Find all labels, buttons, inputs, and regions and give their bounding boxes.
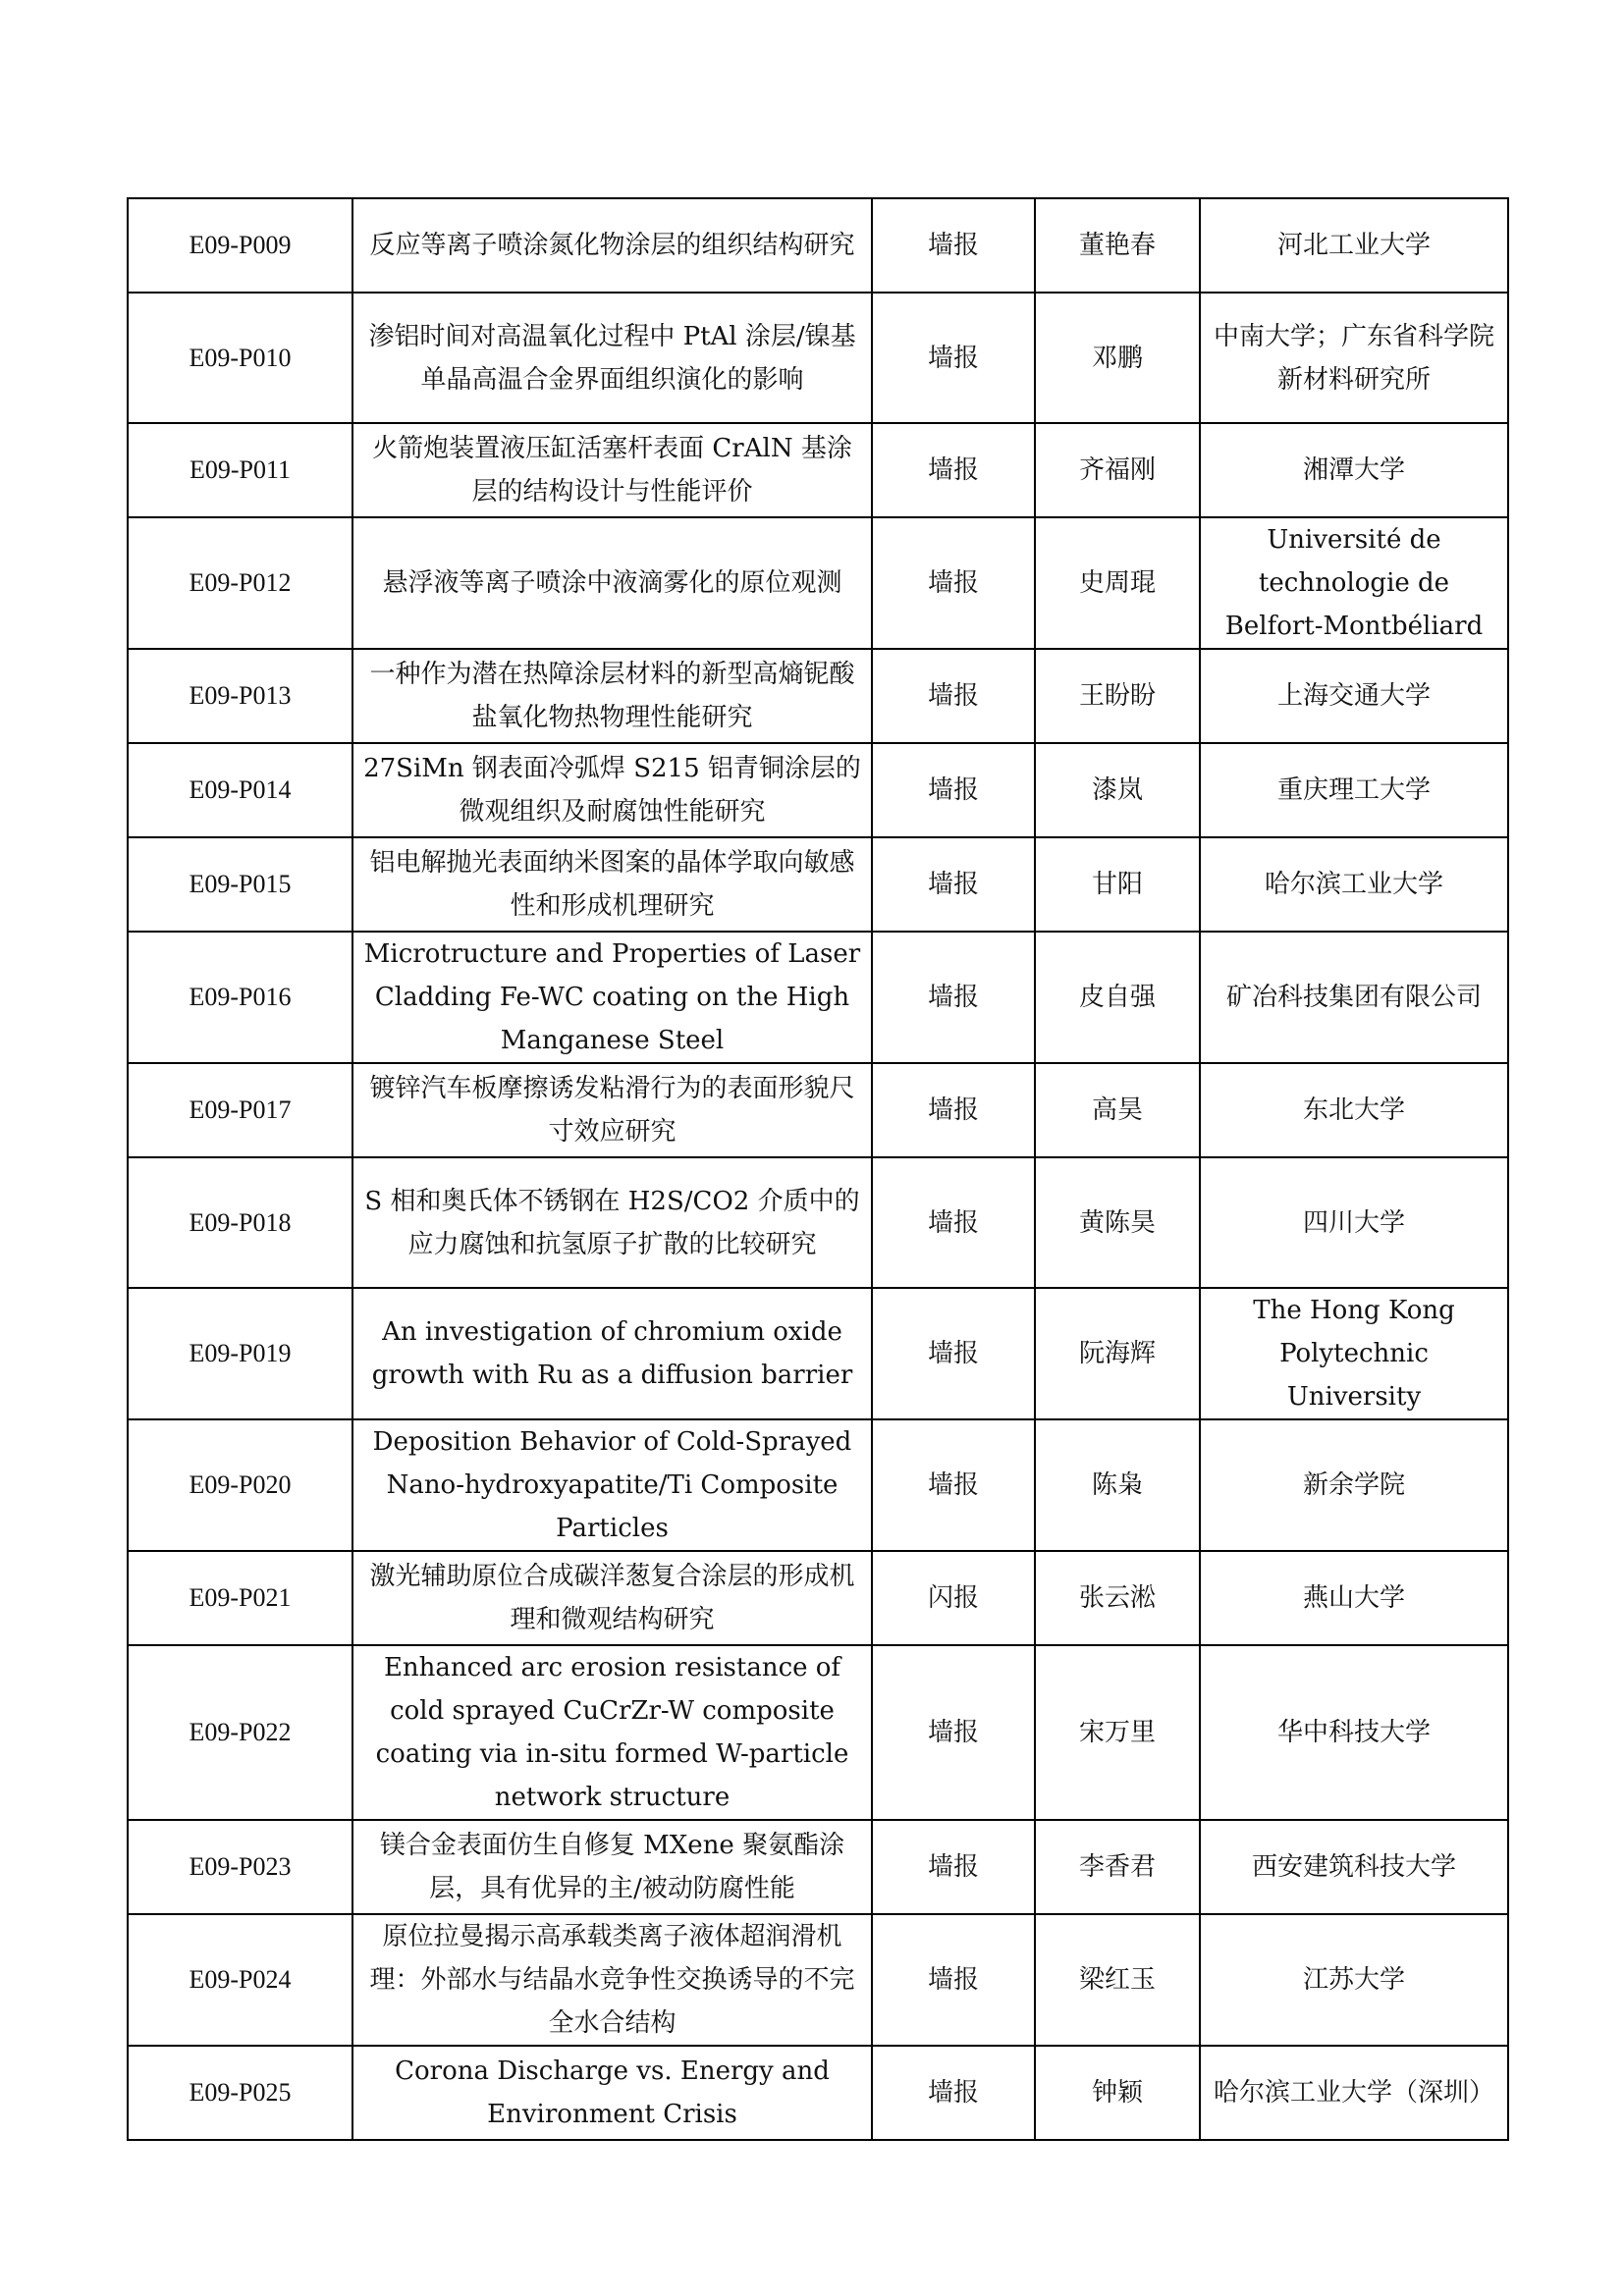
author-cell: 梁红玉: [1035, 1914, 1200, 2046]
table-row: [128, 1820, 1508, 1914]
paper-title-cell: 原位拉曼揭示高承载类离子液体超润滑机理：外部水与结晶水竞争性交换诱导的不完全水合结构: [352, 1914, 872, 2046]
presentation-type-cell: 墙报: [872, 293, 1035, 423]
table-row: [128, 743, 1508, 837]
author-cell: 钟颖: [1035, 2046, 1200, 2140]
table-row: [128, 1288, 1508, 1419]
paper-id-cell: E09-P019: [128, 1288, 352, 1419]
author-cell: 宋万里: [1035, 1645, 1200, 1820]
presentation-type-cell: 墙报: [872, 649, 1035, 743]
presentation-type-cell: 墙报: [872, 1820, 1035, 1914]
affiliation-cell: 哈尔滨工业大学: [1200, 837, 1508, 932]
table-row: [128, 293, 1508, 423]
paper-title-cell: 激光辅助原位合成碳洋葱复合涂层的形成机理和微观结构研究: [352, 1551, 872, 1645]
paper-title-cell: 铝电解抛光表面纳米图案的晶体学取向敏感性和形成机理研究: [352, 837, 872, 932]
table-row: [128, 198, 1508, 293]
author-cell: 王盼盼: [1035, 649, 1200, 743]
presentation-type-cell: 闪报: [872, 1551, 1035, 1645]
affiliation-cell: 矿冶科技集团有限公司: [1200, 932, 1508, 1063]
paper-id-cell: E09-P016: [128, 932, 352, 1063]
paper-title-cell: Corona Discharge vs. Energy and Environment Crisis: [352, 2046, 872, 2140]
presentation-type-cell: 墙报: [872, 1419, 1035, 1551]
paper-title-cell: 渗铝时间对高温氧化过程中 PtAl 涂层/镍基单晶高温合金界面组织演化的影响: [352, 293, 872, 423]
author-cell: 漆岚: [1035, 743, 1200, 837]
paper-title-cell: An investigation of chromium oxide growth with Ru as a diffusion barrier: [352, 1288, 872, 1419]
presentation-type-cell: 墙报: [872, 423, 1035, 517]
paper-id-cell: E09-P025: [128, 2046, 352, 2140]
affiliation-cell: 上海交通大学: [1200, 649, 1508, 743]
author-cell: 皮自强: [1035, 932, 1200, 1063]
paper-id-cell: E09-P014: [128, 743, 352, 837]
paper-title-cell: 27SiMn 钢表面冷弧焊 S215 铝青铜涂层的微观组织及耐腐蚀性能研究: [352, 743, 872, 837]
paper-id-cell: E09-P017: [128, 1063, 352, 1157]
paper-id-cell: E09-P018: [128, 1157, 352, 1288]
affiliation-cell: 重庆理工大学: [1200, 743, 1508, 837]
affiliation-cell: 西安建筑科技大学: [1200, 1820, 1508, 1914]
author-cell: 李香君: [1035, 1820, 1200, 1914]
author-cell: 齐福刚: [1035, 423, 1200, 517]
affiliation-cell: 东北大学: [1200, 1063, 1508, 1157]
presentation-type-cell: 墙报: [872, 1914, 1035, 2046]
presentation-type-cell: 墙报: [872, 198, 1035, 293]
poster-schedule-table: [127, 197, 1509, 2141]
paper-title-cell: 镀锌汽车板摩擦诱发粘滑行为的表面形貌尺寸效应研究: [352, 1063, 872, 1157]
paper-id-cell: E09-P024: [128, 1914, 352, 2046]
presentation-type-cell: 墙报: [872, 1063, 1035, 1157]
paper-id-cell: E09-P009: [128, 198, 352, 293]
table-row: [128, 423, 1508, 517]
author-cell: 高昊: [1035, 1063, 1200, 1157]
paper-id-cell: E09-P012: [128, 517, 352, 649]
paper-id-cell: E09-P010: [128, 293, 352, 423]
paper-id-cell: E09-P021: [128, 1551, 352, 1645]
paper-id-cell: E09-P011: [128, 423, 352, 517]
author-cell: 陈枭: [1035, 1419, 1200, 1551]
author-cell: 黄陈昊: [1035, 1157, 1200, 1288]
table-row: [128, 1063, 1508, 1157]
table-row: [128, 932, 1508, 1063]
table-row: [128, 517, 1508, 649]
affiliation-cell: 湘潭大学: [1200, 423, 1508, 517]
paper-title-cell: 火箭炮装置液压缸活塞杆表面 CrAlN 基涂层的结构设计与性能评价: [352, 423, 872, 517]
table-row: [128, 837, 1508, 932]
affiliation-cell: 河北工业大学: [1200, 198, 1508, 293]
presentation-type-cell: 墙报: [872, 1288, 1035, 1419]
author-cell: 董艳春: [1035, 198, 1200, 293]
paper-title-cell: 反应等离子喷涂氮化物涂层的组织结构研究: [352, 198, 872, 293]
presentation-type-cell: 墙报: [872, 1157, 1035, 1288]
paper-title-cell: 一种作为潜在热障涂层材料的新型高熵铌酸盐氧化物热物理性能研究: [352, 649, 872, 743]
presentation-type-cell: 墙报: [872, 517, 1035, 649]
presentation-type-cell: 墙报: [872, 743, 1035, 837]
affiliation-cell: Université de technologie de Belfort-Montbéliard: [1200, 517, 1508, 649]
affiliation-cell: 中南大学；广东省科学院新材料研究所: [1200, 293, 1508, 423]
author-cell: 甘阳: [1035, 837, 1200, 932]
affiliation-cell: 江苏大学: [1200, 1914, 1508, 2046]
affiliation-cell: 新余学院: [1200, 1419, 1508, 1551]
paper-id-cell: E09-P022: [128, 1645, 352, 1820]
affiliation-cell: 燕山大学: [1200, 1551, 1508, 1645]
table-row: [128, 2046, 1508, 2140]
table-row: [128, 1645, 1508, 1820]
paper-title-cell: 悬浮液等离子喷涂中液滴雾化的原位观测: [352, 517, 872, 649]
paper-title-cell: Microtructure and Properties of Laser Cladding Fe-WC coating on the High Manganese Steel: [352, 932, 872, 1063]
table-row: [128, 1419, 1508, 1551]
paper-id-cell: E09-P020: [128, 1419, 352, 1551]
table-row: [128, 1914, 1508, 2046]
affiliation-cell: 四川大学: [1200, 1157, 1508, 1288]
presentation-type-cell: 墙报: [872, 837, 1035, 932]
author-cell: 邓鹏: [1035, 293, 1200, 423]
table-row: [128, 1551, 1508, 1645]
paper-id-cell: E09-P013: [128, 649, 352, 743]
paper-title-cell: 镁合金表面仿生自修复 MXene 聚氨酯涂层，具有优异的主/被动防腐性能: [352, 1820, 872, 1914]
presentation-type-cell: 墙报: [872, 932, 1035, 1063]
paper-title-cell: Deposition Behavior of Cold-Sprayed Nano-hydroxyapatite/Ti Composite Particles: [352, 1419, 872, 1551]
table-row: [128, 1157, 1508, 1288]
paper-title-cell: S 相和奥氏体不锈钢在 H2S/CO2 介质中的应力腐蚀和抗氢原子扩散的比较研究: [352, 1157, 872, 1288]
author-cell: 阮海辉: [1035, 1288, 1200, 1419]
paper-id-cell: E09-P015: [128, 837, 352, 932]
affiliation-cell: 华中科技大学: [1200, 1645, 1508, 1820]
paper-id-cell: E09-P023: [128, 1820, 352, 1914]
presentation-type-cell: 墙报: [872, 2046, 1035, 2140]
affiliation-cell: The Hong Kong Polytechnic University: [1200, 1288, 1508, 1419]
author-cell: 史周琨: [1035, 517, 1200, 649]
affiliation-cell: 哈尔滨工业大学（深圳）: [1200, 2046, 1508, 2140]
author-cell: 张云淞: [1035, 1551, 1200, 1645]
paper-title-cell: Enhanced arc erosion resistance of cold sprayed CuCrZr-W composite coating via in-situ formed W-particle network structure: [352, 1645, 872, 1820]
presentation-type-cell: 墙报: [872, 1645, 1035, 1820]
table-row: [128, 649, 1508, 743]
